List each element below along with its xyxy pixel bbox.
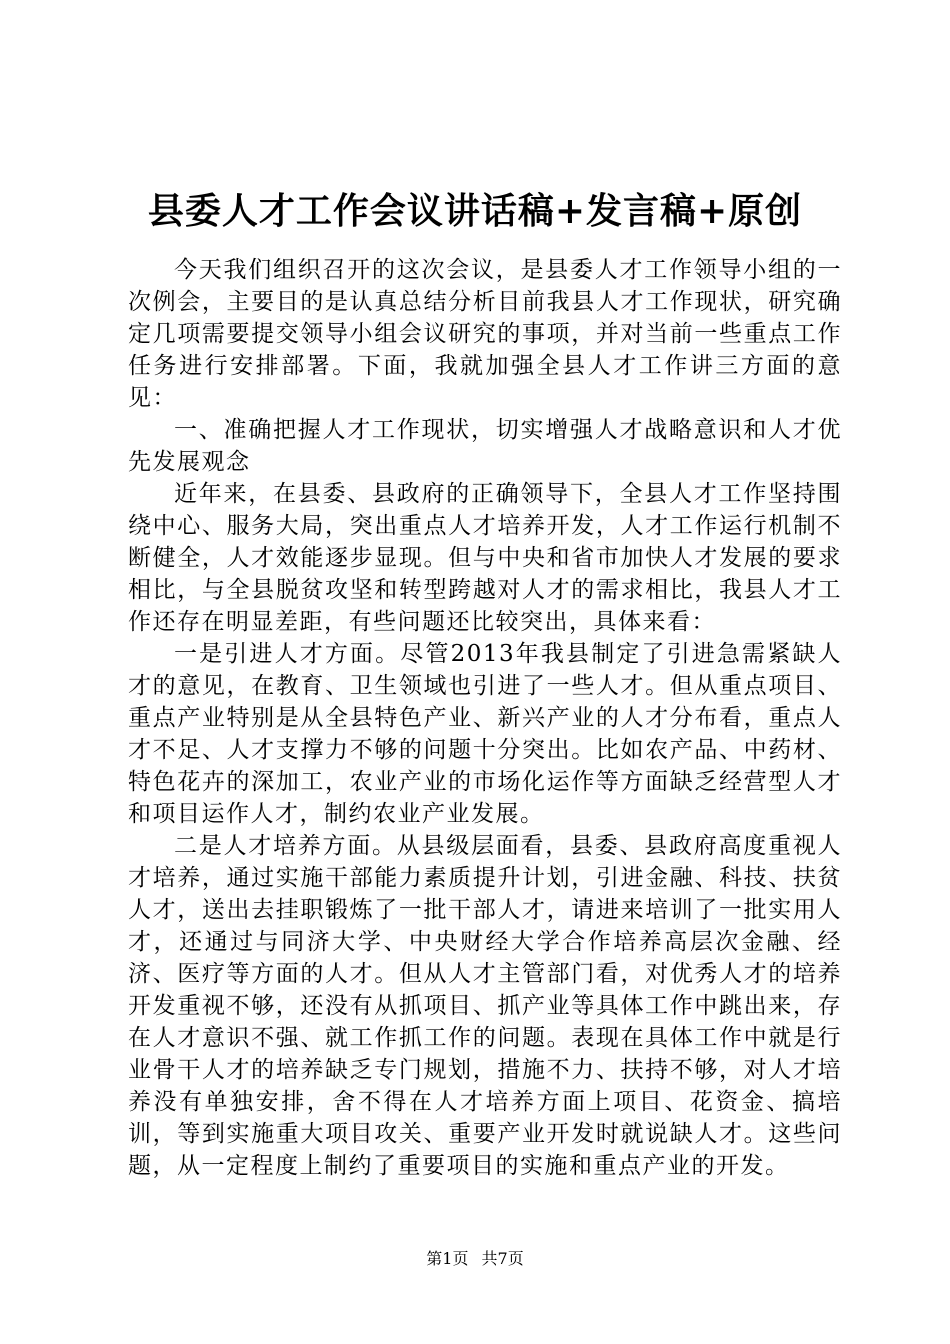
paragraph-talent-introduction: 一是引进人才方面。尽管2013年我县制定了引进急需紧缺人才的意见，在教育、卫生领域也引进了一些人才。但从重点项目、重点产业特别是从全县特色产业、新兴产业的人才分布看，重点人才不足、人才支撑力不够的问题十分突出。比如农产品、中药材、特色花卉的深加工，农业产业的市场化运作等方面缺乏经营型人才和项目运作人才，制约农业产业发展。 (128, 641, 842, 827)
page-footer (0, 1248, 950, 1270)
paragraph-talent-training: 二是人才培养方面。从县级层面看，县委、县政府高度重视人才培养，通过实施干部能力素质提升计划，引进金融、科技、扶贫人才，送出去挂职锻炼了一批干部人才，请进来培训了一批实用人才，还通过与同济大学、中央财经大学合作培养高层次金融、经济、医疗等方面的人才。但从人才主管部门看，对优秀人才的培养开发重视不够，还没有从抓项目、抓产业等具体工作中跳出来，存在人才意识不强、就工作抓工作的问题。表现在具体工作中就是行业骨干人才的培养缺乏专门规划，措施不力、扶持不够，对人才培养没有单独安排，舍不得在人才培养方面上项目、花资金、搞培训，等到实施重大项目攻关、重要产业开发时就说缺人才。这些问题，从一定程度上制约了重要项目的实施和重点产业的开发。 (128, 833, 842, 1179)
document-title: 县委人才工作会议讲话稿+发言稿+原创 (147, 190, 803, 232)
document-body (128, 254, 842, 1182)
paragraph-section-heading: 一、准确把握人才工作现状，切实增强人才战略意识和人才优先发展观念 (128, 417, 842, 475)
paragraph-overview: 近年来，在县委、县政府的正确领导下，全县人才工作坚持围绕中心、服务大局，突出重点人才培养开发，人才工作运行机制不断健全，人才效能逐步显现。但与中央和省市加快人才发展的要求相比，与全县脱贫攻坚和转型跨越对人才的需求相比，我县人才工作还存在明显差距，有些问题还比较突出，具体来看： (128, 481, 842, 635)
total-pages: 共7页 (481, 1249, 524, 1268)
page-number: 第1页 (426, 1249, 469, 1268)
paragraph-intro: 今天我们组织召开的这次会议，是县委人才工作领导小组的一次例会，主要目的是认真总结分析目前我县人才工作现状，研究确定几项需要提交领导小组会议研究的事项，并对当前一些重点工作任务进行安排部署。下面，我就加强全县人才工作讲三方面的意见： (128, 257, 842, 411)
